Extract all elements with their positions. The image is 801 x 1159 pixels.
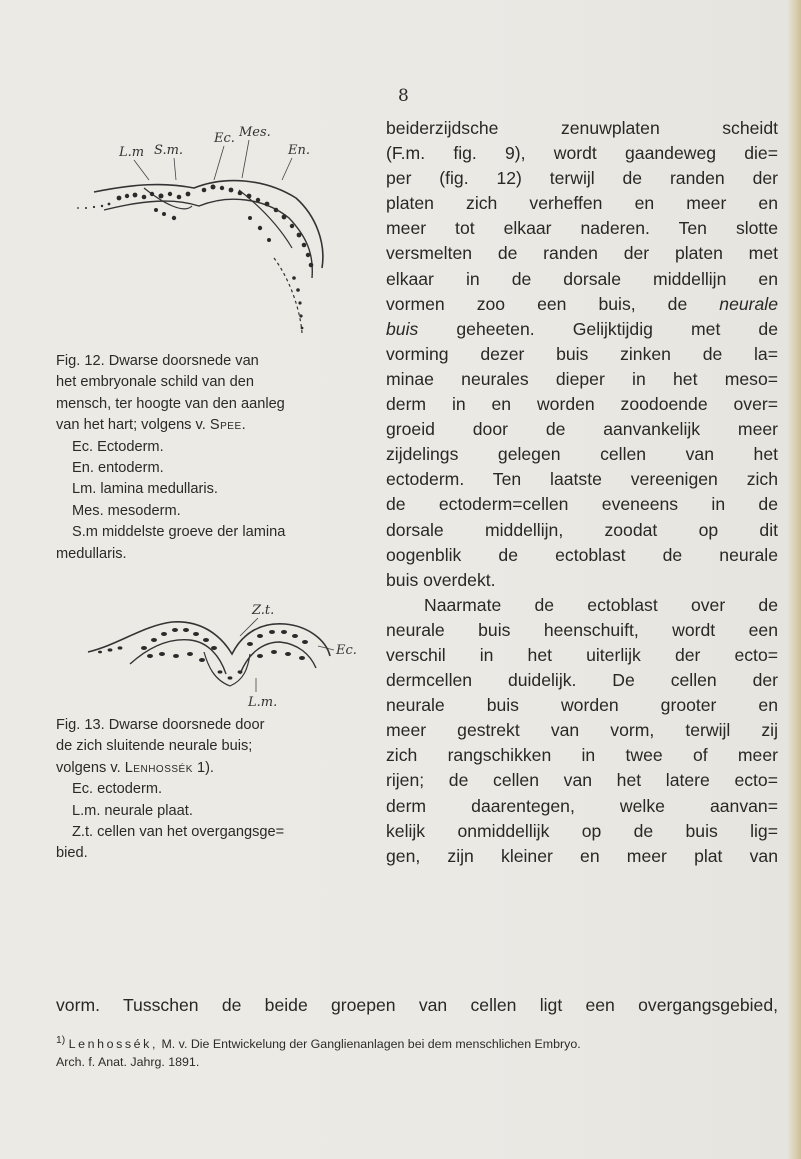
fig12-legend-item: En. entoderm. bbox=[72, 460, 164, 477]
body-line: zijdelings gelegen cellen van het bbox=[386, 444, 778, 465]
footnote-line-2: Arch. f. Anat. Jahrg. 1891. bbox=[56, 1055, 200, 1070]
fig13-footnote-ref: 1). bbox=[196, 759, 214, 776]
body-line: kelijk onmiddellijk op de buis lig= bbox=[386, 820, 778, 841]
fig13-caption-line-with-author bbox=[56, 758, 376, 779]
figure-13 bbox=[80, 594, 370, 714]
body-line: vormen zoo een buis, de bbox=[386, 293, 688, 314]
body-line: Naarmate de ectoblast over de bbox=[424, 594, 778, 615]
body-line: rijen; de cellen van het latere ecto= bbox=[386, 770, 778, 791]
fig12-legend-tail: medullaris. bbox=[56, 545, 127, 562]
body-full-width-line: vorm. Tusschen de beide groepen van cellen ligt een overgangsgebied, bbox=[56, 995, 778, 1015]
fig13-author: Lenhossék bbox=[124, 759, 193, 776]
fig12-tissue bbox=[77, 181, 323, 333]
fig13-legend-tail: bied. bbox=[56, 845, 88, 862]
fig12-legend-item: Ec. Ectoderm. bbox=[72, 438, 164, 455]
fig13-caption-line: volgens v. bbox=[56, 759, 121, 776]
fig12-label-en: En. bbox=[288, 143, 310, 158]
body-line: platen zich verheffen en meer en bbox=[386, 193, 778, 214]
body-line: per (fig. 12) terwijl de randen der bbox=[386, 168, 778, 189]
body-line: meer tot elkaar naderen. Ten slotte bbox=[386, 218, 778, 239]
term-buis: buis bbox=[386, 318, 419, 339]
body-line: de ectoderm=cellen eveneens in de bbox=[386, 494, 778, 515]
footnote-author: Lenhossék, bbox=[68, 1037, 159, 1052]
figure-12 bbox=[64, 118, 364, 348]
fig12-caption-line: het embryonale schild van den bbox=[56, 374, 254, 391]
fig13-legend-item: Ec. ectoderm. bbox=[72, 781, 163, 798]
page-number: 8 bbox=[398, 86, 409, 106]
fig12-label-ec: Ec. bbox=[214, 131, 235, 146]
body-line: (F.m. fig. 9), wordt gaandeweg die= bbox=[386, 143, 778, 164]
body-line: buis overdekt. bbox=[386, 569, 496, 590]
footnote-text: M. v. Die Entwickelung der Ganglienanlagen bei dem menschlichen Embryo. bbox=[161, 1037, 581, 1052]
body-line: meer gestrekt van vorm, terwijl zij bbox=[386, 720, 778, 741]
body-line-with-term bbox=[386, 292, 778, 317]
fig13-tissue bbox=[88, 622, 330, 686]
fig12-legend-item: Mes. mesoderm. bbox=[72, 502, 181, 519]
fig12-caption-line: mensch, ter hoogte van den aanleg bbox=[56, 395, 285, 412]
footnote bbox=[56, 1032, 786, 1071]
fig13-caption-line: de zich sluitende neurale buis; bbox=[56, 738, 253, 755]
body-line: versmelten de randen der platen met bbox=[386, 243, 778, 264]
figure-13-drawing bbox=[80, 594, 370, 714]
body-line: dorsale middellijn, zoodat op dit bbox=[386, 519, 778, 540]
body-line: oogenblik de ectoblast de neurale bbox=[386, 544, 778, 565]
body-line: neurale buis worden grooter en bbox=[386, 695, 778, 716]
fig12-caption-line: van het hart; volgens v. bbox=[56, 417, 206, 434]
term-neurale: neurale bbox=[719, 293, 778, 314]
fig12-author: Spee. bbox=[209, 417, 247, 434]
fig12-caption-line: Fig. 12. Dwarse doorsnede van bbox=[56, 353, 259, 369]
footnote-marker: 1) bbox=[56, 1035, 66, 1046]
body-line: neurale buis heenschuift, wordt een bbox=[386, 619, 778, 640]
fig12-label-mes: Mes. bbox=[239, 125, 271, 140]
fig12-label-sm: S.m. bbox=[154, 143, 184, 158]
footnote-line-1 bbox=[56, 1032, 786, 1053]
body-text-column bbox=[386, 116, 778, 869]
body-line: verschil in het uiterlijk der ecto= bbox=[386, 644, 778, 665]
body-line: dermcellen duidelijk. De cellen der bbox=[386, 670, 778, 691]
fig12-legend-item: Lm. lamina medullaris. bbox=[72, 481, 218, 498]
body-line: minae neurales dieper in het meso= bbox=[386, 368, 778, 389]
body-line: derm in en worden zoodoende over= bbox=[386, 394, 778, 415]
body-line-with-term bbox=[386, 317, 778, 342]
figure-12-caption bbox=[56, 351, 376, 565]
fig13-legend-item: L.m. neurale plaat. bbox=[72, 802, 193, 819]
fig12-label-lm: L.m bbox=[119, 145, 145, 160]
fig12-legend-item: S.m middelste groeve der lamina bbox=[72, 524, 286, 541]
fig12-caption-line-with-author bbox=[56, 415, 376, 436]
fig13-label-lm: L.m. bbox=[248, 695, 278, 710]
fig13-caption-line: Fig. 13. Dwarse doorsnede door bbox=[56, 717, 265, 733]
figure-13-caption bbox=[56, 715, 376, 865]
body-line: elkaar in de dorsale middellijn en bbox=[386, 268, 778, 289]
body-line: derm daarentegen, welke aanvan= bbox=[386, 795, 778, 816]
body-line: vorming dezer buis zinken de la= bbox=[386, 343, 778, 364]
body-line: geheeten. Gelijktijdig met de bbox=[456, 318, 778, 339]
fig13-label-ec: Ec. bbox=[336, 643, 357, 658]
body-line: gen, zijn kleiner en meer plat van bbox=[386, 845, 778, 866]
body-line: zich rangschikken in twee of meer bbox=[386, 745, 778, 766]
figure-12-drawing bbox=[64, 118, 364, 348]
fig13-label-zt: Z.t. bbox=[252, 603, 275, 618]
body-line: groeid door de aanvankelijk meer bbox=[386, 419, 778, 440]
fig13-legend-item: Z.t. cellen van het overgangsge= bbox=[72, 824, 285, 841]
page-edge-shadow bbox=[787, 0, 801, 1159]
body-line: ectoderm. Ten laatste vereenigen zich bbox=[386, 469, 778, 490]
body-line: beiderzijdsche zenuwplaten scheidt bbox=[386, 118, 778, 138]
